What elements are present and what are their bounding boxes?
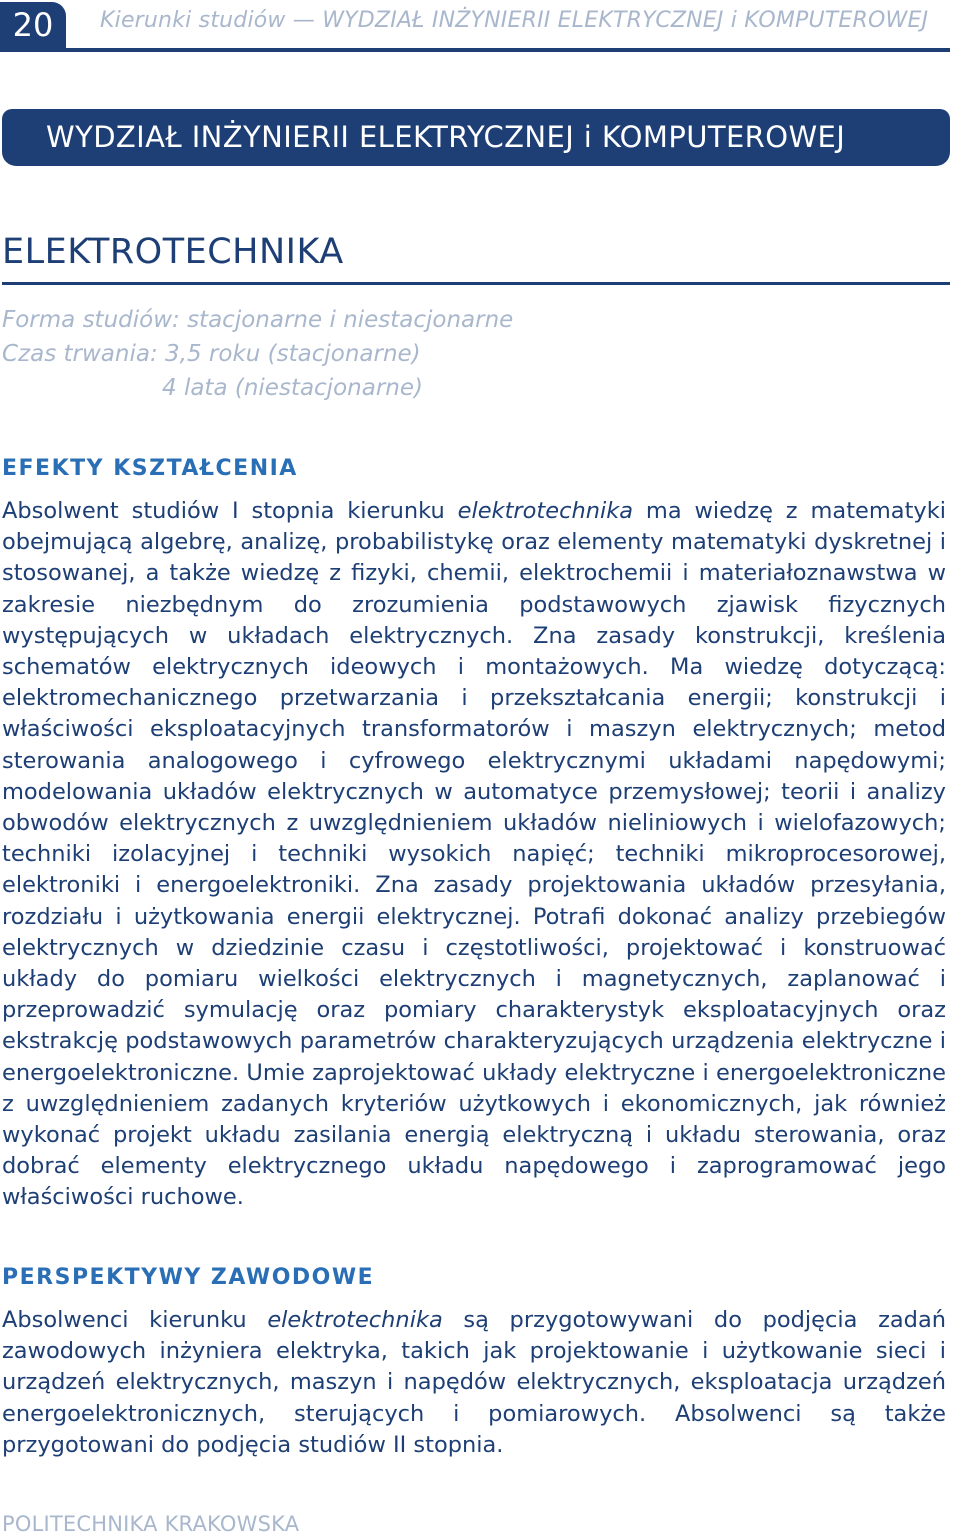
running-head: Kierunki studiów — WYDZIAŁ INŻYNIERII ELEKTRYCZNEJ i KOMPUTEROWEJ [100, 8, 929, 33]
header-divider [0, 48, 950, 52]
major-title: ELEKTROTECHNIKA [2, 232, 344, 272]
major-name-italic: elektrotechnika [267, 1307, 443, 1333]
major-name-italic: elektrotechnika [457, 498, 634, 524]
faculty-banner: WYDZIAŁ INŻYNIERII ELEKTRYCZNEJ i KOMPUTEROWEJ [2, 109, 950, 166]
career-prospects-text-rest: są przygotowywani do podjęcia zadań zawodowych inżyniera elektryka, takich jak projektowanie i użytkowanie sieci i urządzeń elektrycznych, maszyn i napędów elektrycznych, eksploatacja urządzeń energoelektronicznych, sterujących i pomiarowych. Absolwenci są także przygotowani do podjęcia studiów II stopnia. [2, 1307, 947, 1458]
study-info [2, 303, 513, 405]
duration-parttime: 4 lata (niestacjonarne) [162, 375, 423, 401]
learning-outcomes-text-start: Absolwent studiów I stopnia kierunku [2, 498, 458, 524]
study-form: Forma studiów: stacjonarne i niestacjonarne [2, 307, 514, 333]
footer-publisher: POLITECHNIKA KRAKOWSKA [2, 1512, 300, 1536]
page-number: 20 [0, 2, 66, 48]
learning-outcomes-text [2, 496, 946, 1214]
learning-outcomes-heading: EFEKTY KSZTAŁCENIA [2, 456, 298, 481]
title-divider [2, 282, 950, 285]
learning-outcomes-text-rest: ma wiedzę z matematyki obejmującą algebrę, analizę, probabilistykę oraz elementy matematyki dyskretnej i stosowanej, a także wiedzę z fizyki, chemii, elektrochemii i materiałoznawstwa w zakresie niezbędnym do zrozumienia podstawowych zjawisk fizycznych występujących w układach elektrycznych. Zna zasady konstrukcji, kreślenia schematów elektrycznych ideowych i montażowych. Ma wiedzę dotyczącą: elektromechanicznego przetwarzania i przekształcania energii; konstrukcji i właściwości eksploatacyjnych transformatorów i maszyn elektrycznych; metod sterowania analogowego i cyfrowego elektrycznymi układami napędowymi; modelowania układów elektrycznych w automatyce przemysłowej; teorii i analizy obwodów elektrycznych z uwzględnieniem układów nieliniowych i wielofazowych; techniki izolacyjnej i techniki wysokich napięć; techniki mikroprocesorowej, elektroniki i energoelektroniki. Zna zasady projektowania układów przesyłania, rozdziału i użytkowania energii elektrycznej. Potrafi dokonać analizy przebiegów elektrycznych w dziedzinie czasu i częstotliwości, projektować i konstruować układy do pomiaru wielkości elektrycznych i magnetycznych, zaplanować i przeprowadzić symulację oraz pomiary charakterystyk eksploatacyjnych oraz ekstrakcję podstawowych parametrów charakteryzujących urządzenia elektryczne i energoelektroniczne. Umie zaprojektować układy elektryczne i energoelektroniczne z uwzględnieniem zadanych kryteriów użytkowych i ekonomicznych, jak również wykonać projekt układu zasilania energią elektryczną i układu sterowania, oraz dobrać elementy elektrycznego układu napędowego i zaprogramować jego właściwości ruchowe. [2, 498, 946, 1211]
career-prospects-heading: PERSPEKTYWY ZAWODOWE [2, 1265, 375, 1290]
duration-fulltime: Czas trwania: 3,5 roku (stacjonarne) [2, 341, 421, 367]
career-prospects-text [2, 1305, 946, 1461]
career-prospects-text-start: Absolwenci kierunku [2, 1307, 268, 1333]
